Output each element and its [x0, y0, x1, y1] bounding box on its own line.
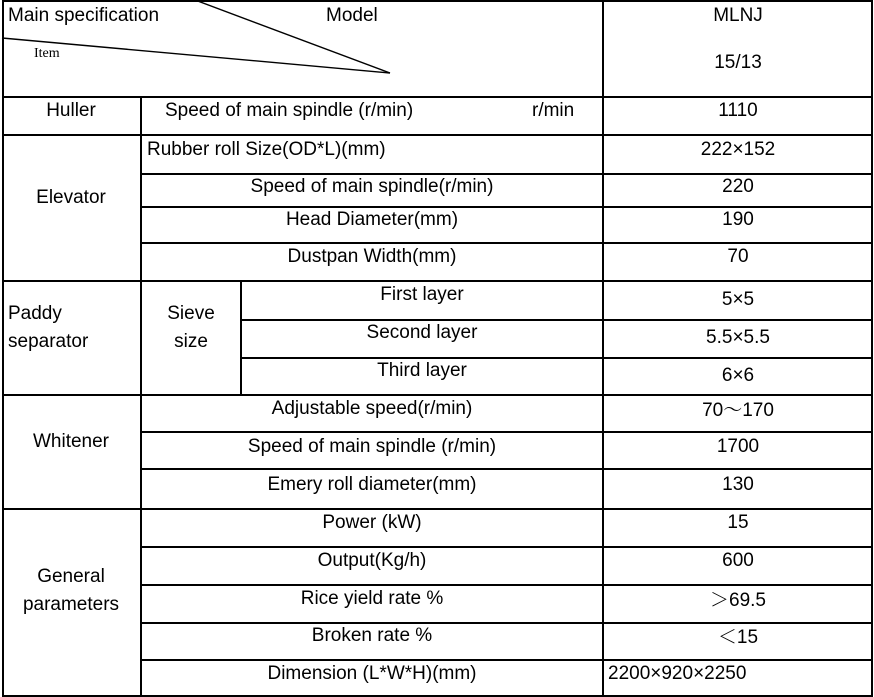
grid-line	[2, 394, 872, 396]
grid-line	[141, 206, 872, 208]
section-paddy-separator-line1: Paddy	[8, 303, 62, 324]
row-value: 1110	[718, 100, 758, 121]
row-label: Rubber roll Size(OD*L)(mm)	[147, 139, 386, 160]
grid-line	[2, 508, 872, 510]
grid-line	[240, 280, 242, 394]
row-value: 1700	[716, 436, 760, 457]
main-specification-label: Main specification	[8, 5, 160, 26]
grid-line	[141, 431, 872, 433]
sieve-size-line1: Sieve	[167, 303, 215, 324]
row-label: Adjustable speed(r/min)	[271, 398, 473, 419]
row-value: 5×5	[721, 289, 755, 310]
grid-line	[2, 96, 872, 98]
grid-line	[2, 134, 872, 136]
row-label: Second layer	[366, 322, 478, 343]
grid-line	[141, 584, 872, 586]
row-label: Power (kW)	[322, 512, 422, 533]
grid-line	[141, 546, 872, 548]
section-elevator: Elevator	[36, 187, 106, 208]
grid-line	[871, 0, 873, 697]
row-value: 70	[727, 246, 749, 267]
row-value: 6×6	[721, 365, 755, 386]
row-value: 15	[727, 512, 749, 533]
grid-line	[602, 0, 604, 697]
section-paddy-separator-line2: separator	[8, 331, 89, 352]
row-value: 130	[722, 474, 754, 495]
grid-line	[140, 96, 142, 697]
grid-line	[141, 622, 872, 624]
row-label: Rice yield rate %	[300, 588, 444, 609]
grid-line	[241, 357, 872, 359]
grid-line	[141, 659, 872, 661]
section-general-parameters-line2: parameters	[22, 594, 120, 615]
row-value: ＜15	[717, 627, 759, 648]
row-label: Speed of main spindle (r/min)	[165, 100, 414, 121]
row-unit: r/min	[532, 100, 575, 121]
model-label: Model	[326, 5, 378, 26]
grid-line	[141, 468, 872, 470]
row-value: 222×152	[700, 139, 776, 160]
row-label: Dimension (L*W*H)(mm)	[267, 663, 477, 684]
grid-line	[141, 242, 872, 244]
grid-line	[2, 0, 4, 697]
grid-line	[141, 173, 872, 175]
row-label: First layer	[380, 284, 464, 305]
grid-line	[241, 319, 872, 321]
row-value: 2200×920×2250	[608, 663, 747, 684]
row-value: 5.5×5.5	[706, 327, 770, 348]
sieve-size-line2: size	[174, 331, 208, 352]
row-value: ＞69.5	[710, 590, 766, 611]
model-number: 15/13	[714, 52, 762, 73]
row-label: Head Diameter(mm)	[285, 209, 459, 230]
row-value: 220	[722, 176, 754, 197]
row-value: 70～170	[702, 400, 774, 421]
row-label: Output(Kg/h)	[317, 550, 427, 571]
section-general-parameters-line1: General	[37, 566, 105, 587]
row-label: Speed of main spindle (r/min)	[247, 436, 497, 457]
row-label: Broken rate %	[311, 625, 433, 646]
row-value: 600	[722, 550, 754, 571]
item-label: Item	[34, 46, 60, 61]
model-name: MLNJ	[713, 5, 763, 26]
section-whitener: Whitener	[32, 431, 110, 452]
grid-line	[2, 280, 872, 282]
row-label: Emery roll diameter(mm)	[267, 474, 477, 495]
section-huller: Huller	[46, 100, 96, 121]
row-label: Dustpan Width(mm)	[287, 246, 457, 267]
row-label: Speed of main spindle(r/min)	[250, 176, 494, 197]
row-label: Third layer	[377, 360, 467, 381]
row-value: 190	[722, 209, 754, 230]
grid-line	[2, 0, 872, 2]
